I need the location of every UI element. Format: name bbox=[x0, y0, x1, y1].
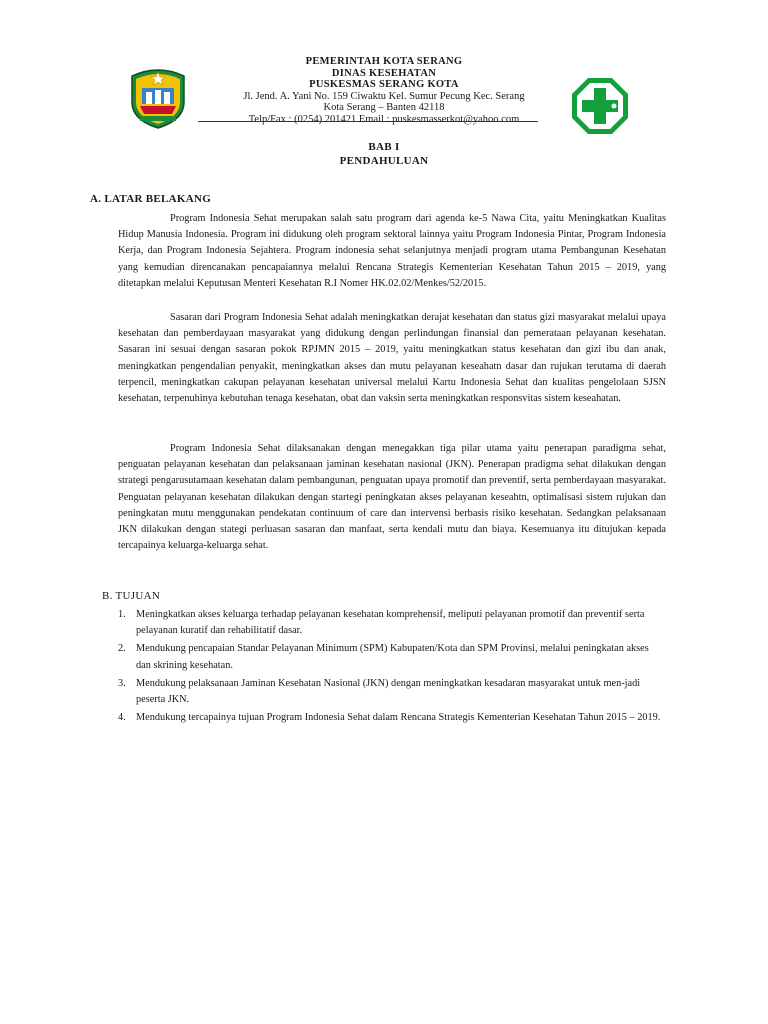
chapter-heading bbox=[0, 140, 768, 168]
letterhead-institution: PUSKESMAS SERANG KOTA bbox=[309, 79, 459, 90]
list-item-text: Mendukung pelaksanaan Jaminan Kesehatan Nasional (JKN) dengan meningkatkan kesadaran masyarakat untuk men-jadi peserta JKN. bbox=[136, 677, 641, 706]
paragraph-2 bbox=[118, 310, 666, 407]
letterhead-address-line1: Jl. Jend. A. Yani No. 159 Ciwaktu Kel. Sumur Pecung Kec. Serang bbox=[243, 90, 525, 102]
chapter-title: PENDAHULUAN bbox=[339, 155, 429, 167]
kota-serang-emblem-icon bbox=[128, 62, 188, 130]
letterhead-divider bbox=[198, 121, 538, 122]
list-item bbox=[118, 607, 666, 639]
list-item-text: Mendukung pencapaian Standar Pelayanan Minimum (SPM) Kabupaten/Kota dan SPM Provinsi, melalui peningkatan akses dan skrining kesehatan. bbox=[136, 643, 649, 671]
list-item-text: Mendukung tercapainya tujuan Program Indonesia Sehat dalam Rencana Strategis Kementerian Kesehatan Tahun 2015 – 2019. bbox=[136, 712, 661, 724]
tujuan-list bbox=[118, 607, 666, 728]
letterhead-contact: Telp/Fax : (0254) 201421 Email : puskesmasserkot@yahoo.com bbox=[248, 113, 520, 125]
section-heading-latar-belakang: A. LATAR BELAKANG bbox=[90, 193, 212, 205]
list-item-number: 2. bbox=[118, 643, 126, 655]
paragraph-text: Sasaran dari Program Indonesia Sehat adalah meningkatkan derajat kesehatan dan status gizi masyarakat melalui upaya kesehatan dan pemberdayaan masyarakat yang didukung dengan perlindungan finansial dan pemerataan pelayanan kesehatan. Sasaran ini sesuai dengan sasaran pokok RPJMN 2015 – 2019, yaitu meningkatkan status kesehatan dan gizi ibu dan anak, meningkatkan pengendalian penyakit, meningkatkan akses dan mutu pelayanan keseahatn dasar dan rujukan terutama di daerah terpencil, meningkatkan cakupan pelayanan kesehatan universal melalui Kartu Indonesia Sehat dan kualitas pengelolaan SJSN kesehatan, terpenuhinya kebutuhan tenaga kesehatan, obat dan vaksin serta meningkatkan responsvitas sistem keseahatan. bbox=[118, 312, 666, 405]
letterhead-government: PEMERINTAH KOTA SERANG bbox=[305, 56, 463, 67]
letterhead bbox=[128, 56, 640, 130]
letterhead-department: DINAS KESEHATAN bbox=[331, 67, 437, 79]
paragraph-1 bbox=[118, 211, 666, 292]
chapter-number: BAB I bbox=[368, 141, 400, 153]
section-heading-tujuan: B. TUJUAN bbox=[102, 590, 161, 602]
list-item-number: 1. bbox=[118, 609, 126, 620]
letterhead-address-line2: Kota Serang – Banten 42118 bbox=[323, 102, 445, 113]
list-item-text: Meningkatkan akses keluarga terhadap pelayanan kesehatan komprehensif, meliputi pelayanan promotif dan preventif serta pelayanan kuratif dan rehabilitatif dasar. bbox=[136, 609, 645, 637]
paragraph-3 bbox=[118, 441, 666, 554]
list-item-number: 3. bbox=[118, 677, 126, 689]
list-item-number: 4. bbox=[118, 712, 126, 724]
list-item bbox=[118, 676, 666, 708]
letterhead-text bbox=[198, 56, 570, 125]
puskesmas-logo-icon bbox=[570, 76, 630, 136]
list-item bbox=[118, 710, 666, 726]
paragraph-text: Program Indonesia Sehat merupakan salah satu program dari agenda ke-5 Nawa Cita, yaitu Meningkatkan Kualitas Hidup Manusia Indonesia. Program ini didukung oleh program sektoral lainnya yaitu Program Indonesia Pintar, Program Indonesia Kerja, dan Program Indonesia Sejahtera. Program indonesia sehat selanjutnya menjadi program utama Pembangunan Kesehatan yang kemudian direncanakan pencapaiannya melalui Rencana Strategis Kementerian Kesehatan Tahun 2015 – 2019, yang ditetapkan melalui Keputusan Menteri Kesehatan R.I Nomer HK.02.02/Menkes/52/2015. bbox=[118, 213, 666, 289]
list-item bbox=[118, 641, 666, 673]
paragraph-text: Program Indonesia Sehat dilaksanakan dengan menegakkan tiga pilar utama yaitu penerapan paradigma sehat, penguatan pelayanan kesehatan dan pelaksanaan jaminan kesehatan nasional (JKN). Penerapan pradigma sehat dilakukan dengan strategi pengarusutamaan kesehatan dalam pembangunan, penguatan upaya promotif dan preventif, serta pemberdayaan masyarakat. Penguatan pelayanan kesehatan dilakukan dengan startegi peningkatan akses pelayanan keseahtn, optimalisasi sistem rujukan dan peningkatan mutu menggunakan pendekatan continuum of care dan intervensi berbasis risiko kesehatan. Sedangkan pelaksanaan JKN dilakukan dengan stategi perluasan sasaran dan manfaat, serta kendali mutu dan biaya. Kesemuanya itu ditujukan kepada tercapainya keluarga-keluarga sehat. bbox=[118, 443, 666, 552]
